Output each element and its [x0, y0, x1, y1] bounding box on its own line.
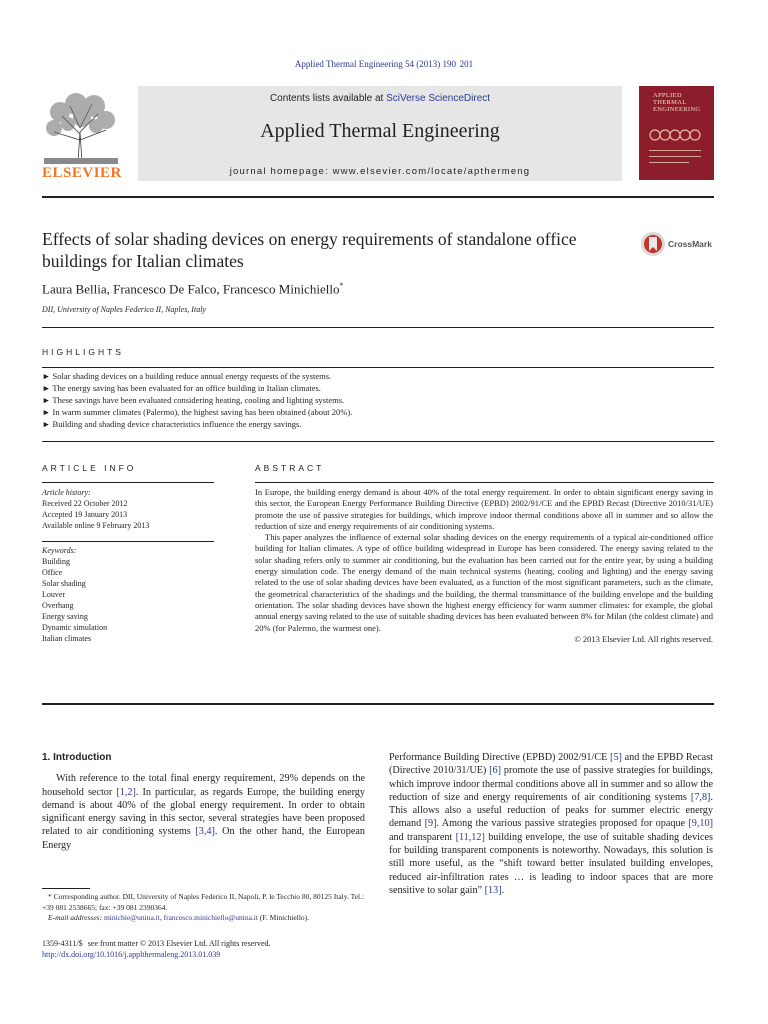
- header-rule: [42, 196, 714, 198]
- keywords-rule: [42, 541, 214, 542]
- affiliation-rule: [42, 327, 714, 328]
- corresponding-author-mark[interactable]: *: [339, 281, 344, 290]
- cover-ornament: [647, 128, 707, 142]
- keyword: Dynamic simulation: [42, 623, 108, 632]
- affiliation: DII, University of Naples Federico II, Naples, Italy: [42, 305, 206, 314]
- contents-prefix: Contents lists available at: [269, 93, 387, 104]
- journal-homepage[interactable]: journal homepage: www.elsevier.com/locate/apthermeng: [229, 166, 531, 177]
- ref-link[interactable]: [5]: [610, 752, 622, 763]
- keywords-block: [42, 545, 107, 644]
- keyword: Italian climates: [42, 634, 92, 643]
- journal-title: Applied Thermal Engineering: [260, 120, 500, 142]
- email-link[interactable]: minichie@unina.it: [103, 913, 160, 922]
- highlight-item: ► Building and shading device characteristics influence the energy savings.: [42, 419, 302, 429]
- contents-line: [138, 93, 622, 104]
- highlight-item: ► The energy saving has been evaluated for an office building in Italian climates.: [42, 383, 321, 393]
- highlight-item: ► In warm summer climates (Palermo), the highest saving has been obtained (about 20%).: [42, 407, 353, 417]
- keyword: Office: [42, 568, 63, 577]
- article-history: [42, 487, 149, 531]
- sciencedirect-link[interactable]: SciVerse ScienceDirect: [386, 93, 491, 104]
- keyword: Overhang: [42, 601, 74, 610]
- highlights-rule-top: [42, 367, 714, 368]
- crossmark-label[interactable]: CrossMark: [668, 239, 712, 249]
- accepted-date: Accepted 19 January 2013: [42, 510, 128, 519]
- body-column-left: [42, 751, 365, 852]
- keyword: Building: [42, 557, 71, 566]
- ref-link[interactable]: [7,8]: [690, 791, 711, 803]
- ref-link[interactable]: [9]: [424, 818, 437, 830]
- bottom-matter: [42, 938, 271, 960]
- ref-link[interactable]: [11,12]: [455, 831, 485, 843]
- article-info-heading: ARTICLE INFO: [42, 463, 137, 473]
- cover-title: APPLIED THERMAL ENGINEERING: [653, 92, 701, 113]
- journal-cover-thumbnail: [639, 86, 714, 180]
- abstract-body: [255, 487, 713, 645]
- online-date: Available online 9 February 2013: [42, 521, 150, 530]
- highlights-list: [42, 370, 722, 430]
- section-heading-introduction: 1. Introduction: [42, 752, 112, 763]
- crossmark-icon[interactable]: [640, 229, 668, 259]
- highlight-item: ► These savings have been evaluated considering heating, cooling and lighting systems.: [42, 395, 345, 405]
- footnote: [42, 892, 367, 924]
- highlights-rule-bottom: [42, 441, 714, 442]
- highlights-heading: HIGHLIGHTS: [42, 347, 124, 357]
- abstract-copyright: © 2013 Elsevier Ltd. All rights reserved.: [574, 633, 713, 644]
- issn-line: 1359-4311/$ see front matter © 2013 Elsevier Ltd. All rights reserved.: [42, 939, 271, 948]
- elsevier-wordmark: ELSEVIER: [42, 165, 122, 181]
- body-column-right: [389, 751, 713, 897]
- abstract-heading: ABSTRACT: [255, 463, 325, 473]
- abstract-paragraph-2: This paper analyzes the influence of external solar shading devices on the energy requirements of a typical air-conditioned office building for Italian climates. A type of office building widespread in Europe has been considered. The energy saving related to the solar shading refers only to summer air conditioning, but the evaluation has been carried out for the entire year, by using a building energy simulation code. The energy demand of the main technical systems (heating, cooling and lighting) and the energy saving related to the use of solar shading devices have been evaluated, as a function of the most significant parameters, such as the climate, the geometrical characteristics of the shadings and the building, the thermal transmittance of the building envelope and the building orientation. The solar shading devices have shown the highest energy efficiency for warm summer climates: for example, the global annual energy saving related to the use of suitable shading devices has been evaluated between 8% for Milan (the coldest climate) and 20% (for Palermo, the warmest one).: [255, 532, 713, 633]
- author-names: Laura Bellia, Francesco De Falco, Francesco Minichiello: [42, 281, 340, 297]
- article-history-label: Article history:: [42, 488, 91, 497]
- abstract-paragraph-1: In Europe, the building energy demand is about 40% of the total energy requirement. In order to obtain significant energy saving in this sector, the European Energy Performance Building Directive (EPBD) 2002/91/CE and the EPBD Recast (Directive 2010/31/UE) promote the use of passive strategies for buildings, which improve indoor thermal conditions above all in summer and so allow the reduction of size and energy requirements of air conditioning systems.: [255, 487, 713, 531]
- footnote-rule: [42, 888, 90, 889]
- footnote-emails: E-mail addresses: minichie@unina.it, francesco.minichiello@unina.it (F. Minichiello).: [48, 913, 310, 922]
- ref-link[interactable]: [9,10]: [688, 818, 714, 830]
- intro-paragraph-1: With reference to the total final energy requirement, 29% depends on the household sector [1,2]. In particular, as regards Europe, the building energy demand is about 40% of the global energy requirement. In order to obtain significant energy saving in this sector, several strategies have been proposed related to air conditioning systems [3,4]. On the other hand, the European Energy: [42, 773, 365, 851]
- ref-link[interactable]: [6]: [489, 765, 502, 777]
- front-matter-rule: [42, 703, 714, 705]
- footnote-corresponding: * Corresponding author. DII, University of Naples Federico II, Napoli, P. le Tecchio 80, 80125 Italy. Tel.: +39 081 2538665; fax: +39 081 2390364.: [42, 892, 365, 912]
- received-date: Received 22 October 2012: [42, 499, 128, 508]
- intro-paragraph-1-cont: Performance Building Directive (EPBD) 2002/91/CE [5] and the EPBD Recast (Directive 2010/31/UE) [6] promote the use of passive strategies for buildings, which improve indoor thermal conditions above all in summer and so allow the reduction of size and energy requirements of air conditioning systems [7,8]. This allows also a useful reduction of peaks for summer electric energy demand [9]. Among the various passive strategies proposed for opaque [9,10] and transparent [11,12] building envelope, the use of suitable shading devices for building transparent components is noteworthy. Nowadays, this solution is still more useful, as the “shift toward better insulated building envelopes, reduced air-infiltration rates … is leading to indoor spaces that are more sensitive to solar gain” [13].: [389, 752, 714, 896]
- keyword: Energy saving: [42, 612, 88, 621]
- ref-link[interactable]: [3,4]: [195, 826, 215, 838]
- doi-link[interactable]: http://dx.doi.org/10.1016/j.applthermaleng.2013.01.039: [42, 950, 221, 959]
- author-list: [42, 281, 343, 297]
- keywords-label: Keywords:: [42, 546, 77, 555]
- ref-link[interactable]: [1,2]: [116, 786, 136, 798]
- keyword: Solar shading: [42, 579, 86, 588]
- article-title: Effects of solar shading devices on energy requirements of standalone office buildings for Italian climates: [42, 229, 577, 271]
- highlight-item: ► Solar shading devices on a building reduce annual energy requests of the systems.: [42, 371, 332, 381]
- keyword: Louver: [42, 590, 66, 599]
- ref-link[interactable]: [13]: [484, 884, 502, 896]
- abstract-rule: [255, 482, 714, 483]
- journal-citation[interactable]: Applied Thermal Engineering 54 (2013) 190 201: [294, 59, 474, 69]
- article-info-rule: [42, 482, 214, 483]
- email-link[interactable]: francesco.minichiello@unina.it: [163, 913, 258, 922]
